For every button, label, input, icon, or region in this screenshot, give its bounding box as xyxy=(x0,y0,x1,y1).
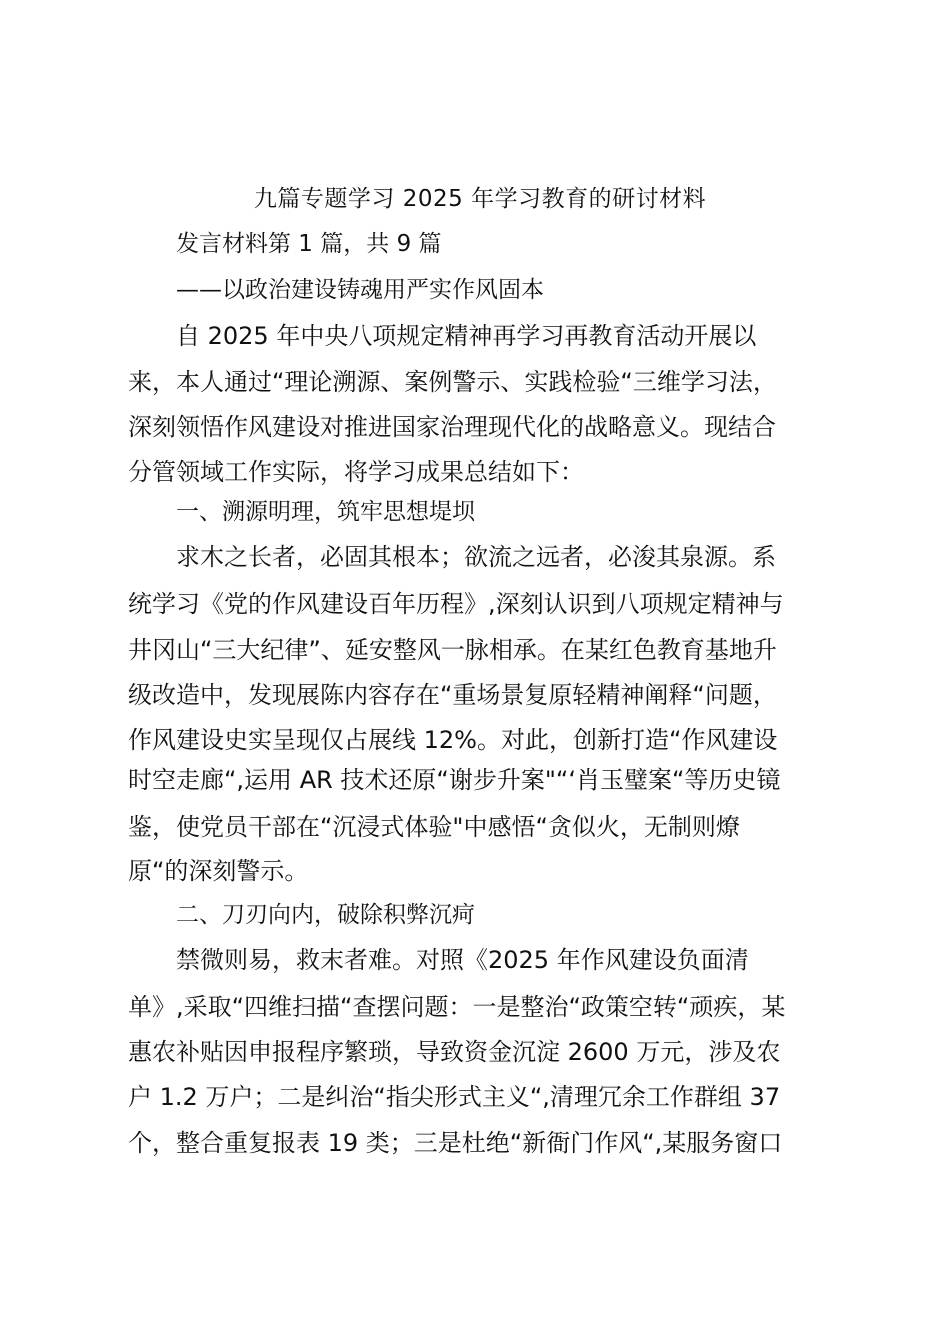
section-heading-1: 一、溯源明理，筑牢思想堤坝 xyxy=(176,499,475,525)
section1-line: 原“的深刻警示。 xyxy=(128,857,309,885)
section1-line: 级改造中，发现展陈内容存在“重场景复原轻精神阐释“问题， xyxy=(128,681,777,709)
section1-line: 时空走廊“,运用 AR 技术还原“谢步升案"“‘肖玉璧案“等历史镜 xyxy=(128,766,781,794)
section1-line: 作风建设史实呈现仅占展线 12%。对此，创新打造“作风建设 xyxy=(128,726,778,754)
section-heading-2: 二、刀刃向内，破除积弊沉疴 xyxy=(176,902,475,928)
section1-line: 统学习《党的作风建设百年历程》,深刻认识到八项规定精神与 xyxy=(128,590,784,618)
intro-line: 分管领域工作实际，将学习成果总结如下： xyxy=(128,458,584,486)
section1-line: 求木之长者，必固其根本；欲流之远者，必浚其泉源。系 xyxy=(176,543,776,571)
document-title: 九篇专题学习 2025 年学习教育的研讨材料 xyxy=(253,186,707,212)
section1-line: 鉴，使党员干部在“沉浸式体验"中感悟“贪似火，无制则燎 xyxy=(128,813,740,841)
section2-line: 惠农补贴因申报程序繁琐，导致资金沉淀 2600 万元，涉及农 xyxy=(128,1038,781,1066)
intro-line: 自 2025 年中央八项规定精神再学习再教育活动开展以 xyxy=(176,322,757,350)
document-theme: ——以政治建设铸魂用严实作风固本 xyxy=(176,277,544,303)
section1-line: 井冈山“三大纪律”、延安整风一脉相承。在某红色教育基地升 xyxy=(128,636,777,664)
section2-line: 单》,采取“四维扫描“查摆问题：一是整治“政策空转“顽疾，某 xyxy=(128,993,786,1021)
intro-line: 来，本人通过“理论溯源、案例警示、实践检验“三维学习法， xyxy=(128,368,777,396)
document-subtitle: 发言材料第 1 篇，共 9 篇 xyxy=(176,231,442,257)
section2-line: 个，整合重复报表 19 类；三是杜绝“新衙门作风“,某服务窗口 xyxy=(128,1129,783,1157)
intro-line: 深刻领悟作风建设对推进国家治理现代化的战略意义。现结合 xyxy=(128,413,776,441)
section2-line: 禁微则易，救末者难。对照《2025 年作风建设负面清 xyxy=(176,946,749,974)
section2-line: 户 1.2 万户；二是纠治“指尖形式主义“,清理冗余工作群组 37 xyxy=(128,1083,781,1111)
